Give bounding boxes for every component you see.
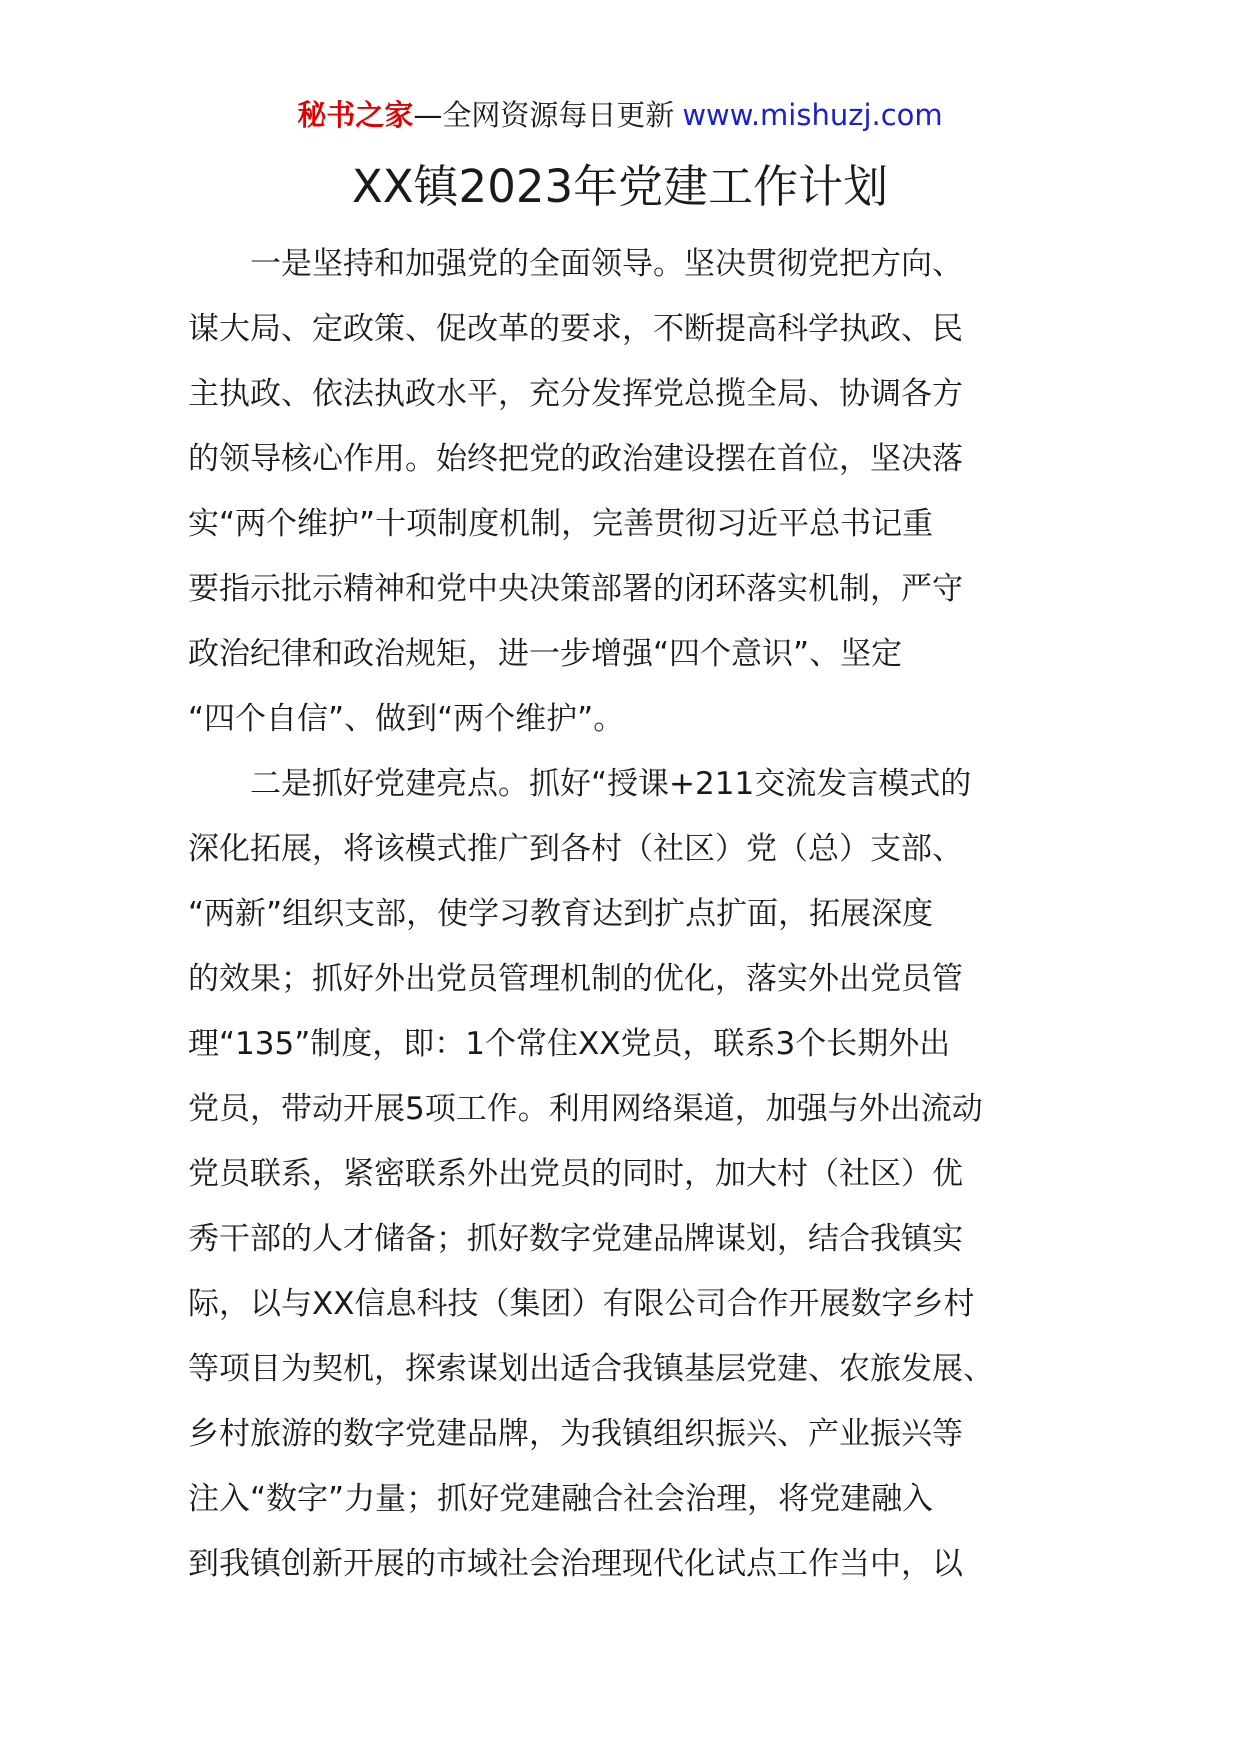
body-line: 乡村旅游的数字党建品牌，为我镇组织振兴、产业振兴等: [188, 1416, 963, 1452]
body-line: 到我镇创新开展的市域社会治理现代化试点工作当中，以: [188, 1546, 963, 1582]
body-line: 实“两个维护”十项制度机制，完善贯彻习近平总书记重: [188, 506, 934, 542]
body-line: 深化拓展，将该模式推广到各村（社区）党（总）支部、: [188, 831, 963, 867]
body-line: 一是坚持和加强党的全面领导。坚决贯彻党把方向、: [188, 246, 963, 282]
document-title: XX镇2023年党建工作计划: [351, 160, 889, 213]
body-line: 的效果；抓好外出党员管理机制的优化，落实外出党员管: [188, 961, 963, 997]
body-line: 理“135”制度，即：1个常住XX党员，联系3个长期外出: [188, 1026, 951, 1062]
body-line: “四个自信”、做到“两个维护”。: [188, 701, 625, 737]
body-line: 二是抓好党建亮点。抓好“授课+211交流发言模式的: [188, 766, 972, 802]
body-line: 等项目为契机，探索谋划出适合我镇基层党建、农旅发展、: [188, 1351, 994, 1387]
body-line: 际，以与XX信息科技（集团）有限公司合作开展数字乡村: [188, 1286, 975, 1322]
body-line: 秀干部的人才储备；抓好数字党建品牌谋划，结合我镇实: [188, 1221, 963, 1257]
document-body: [188, 232, 1058, 1597]
body-line: 政治纪律和政治规矩，进一步增强“四个意识”、坚定: [188, 636, 903, 672]
body-line: 注入“数字”力量；抓好党建融合社会治理，将党建融入: [188, 1481, 934, 1517]
site-header-banner: [0, 98, 1240, 133]
brand-name: 秘书之家: [297, 98, 414, 132]
body-line: 谋大局、定政策、促改革的要求，不断提高科学执政、民: [188, 311, 963, 347]
site-url-link[interactable]: www.mishuzj.com: [682, 98, 943, 132]
body-line: 党员联系，紧密联系外出党员的同时，加大村（社区）优: [188, 1156, 963, 1192]
header-tagline: —全网资源每日更新: [413, 98, 675, 132]
body-line: 的领导核心作用。始终把党的政治建设摆在首位，坚决落: [188, 441, 963, 477]
body-line: 主执政、依法执政水平，充分发挥党总揽全局、协调各方: [188, 376, 963, 412]
body-line: 党员，带动开展5项工作。利用网络渠道，加强与外出流动: [188, 1091, 983, 1127]
body-line: 要指示批示精神和党中央决策部署的闭环落实机制，严守: [188, 571, 963, 607]
body-line: “两新”组织支部，使学习教育达到扩点扩面，拓展深度: [188, 896, 934, 932]
